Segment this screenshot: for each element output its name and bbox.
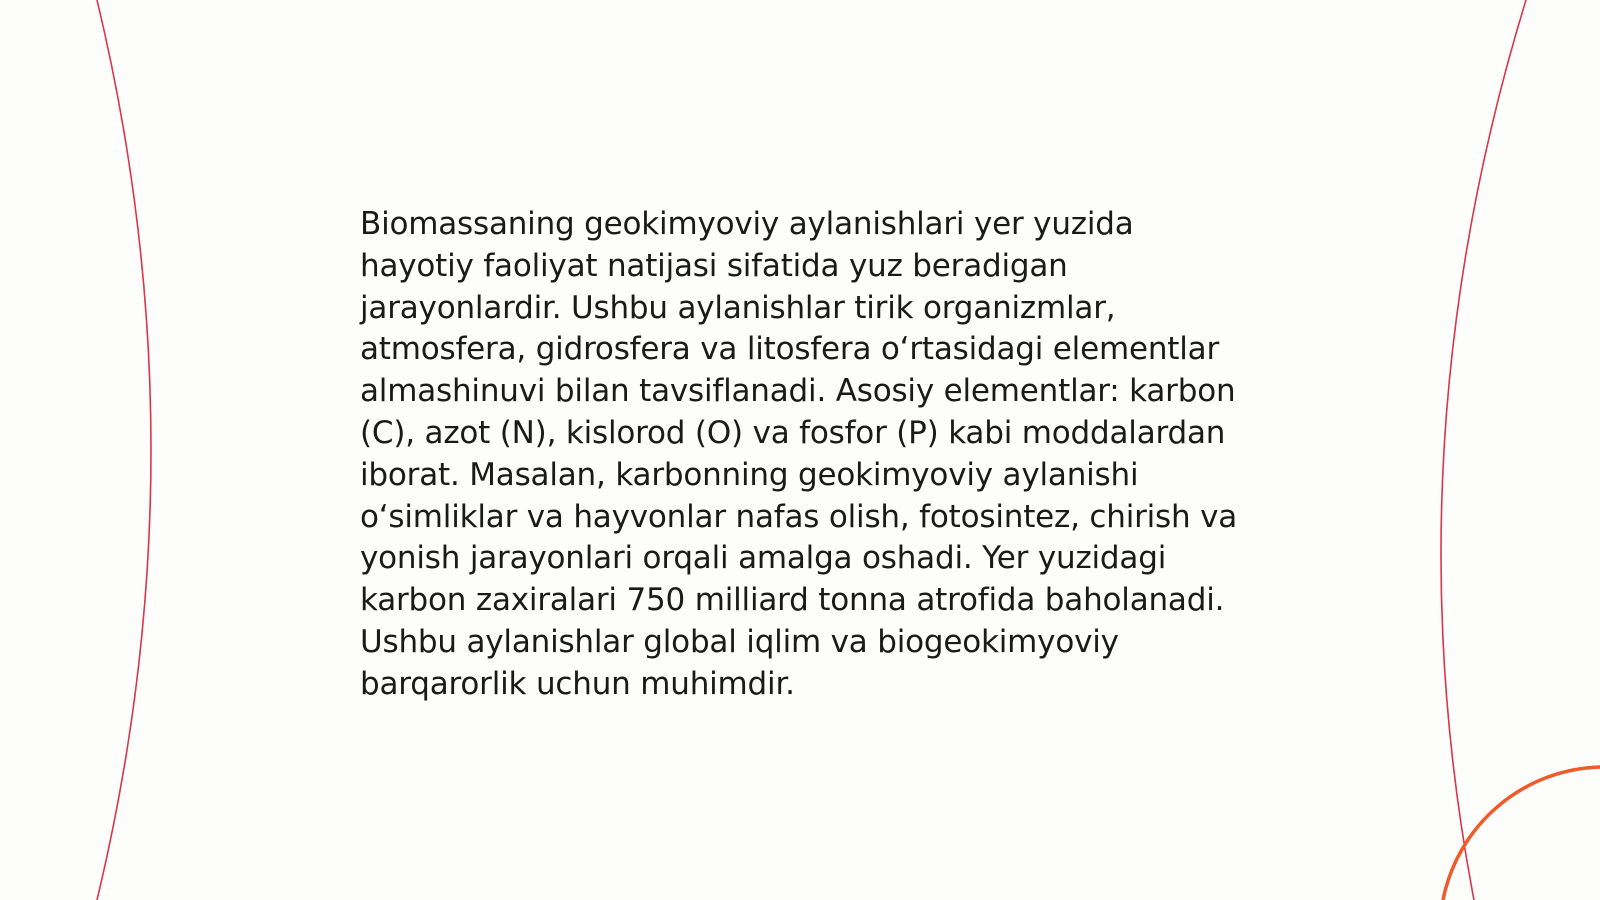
slide-body-text: Biomassaning geokimyoviy aylanishlari yer yuzida hayotiy faoliyat natijasi sifatida yuz beradigan jarayonlardir. Ushbu aylanishlar tirik organizmlar, atmosfera, gidrosfera va litosfera oʻrtasidagi elementlar almashinuvi bilan tavsiflanadi. Asosiy elementlar: karbon (C), azot (N), kislorod (O) va fosfor (P) kabi moddalardan iborat. Masalan, karbonning geokimyoviy aylanishi oʻsimliklar va hayvonlar nafas olish, fotosintez, chirish va yonish jarayonlari orqali amalga oshadi. Yer yuzidagi karbon zaxiralari 750 milliard tonna atrofida baholanadi. Ushbu aylanishlar global iqlim va biogeokimyoviy barqarorlik uchun muhimdir. [360,206,1238,702]
left-curve-line [97,0,151,900]
right-curve-line [1441,0,1526,900]
orange-accent-arc [1443,767,1600,900]
